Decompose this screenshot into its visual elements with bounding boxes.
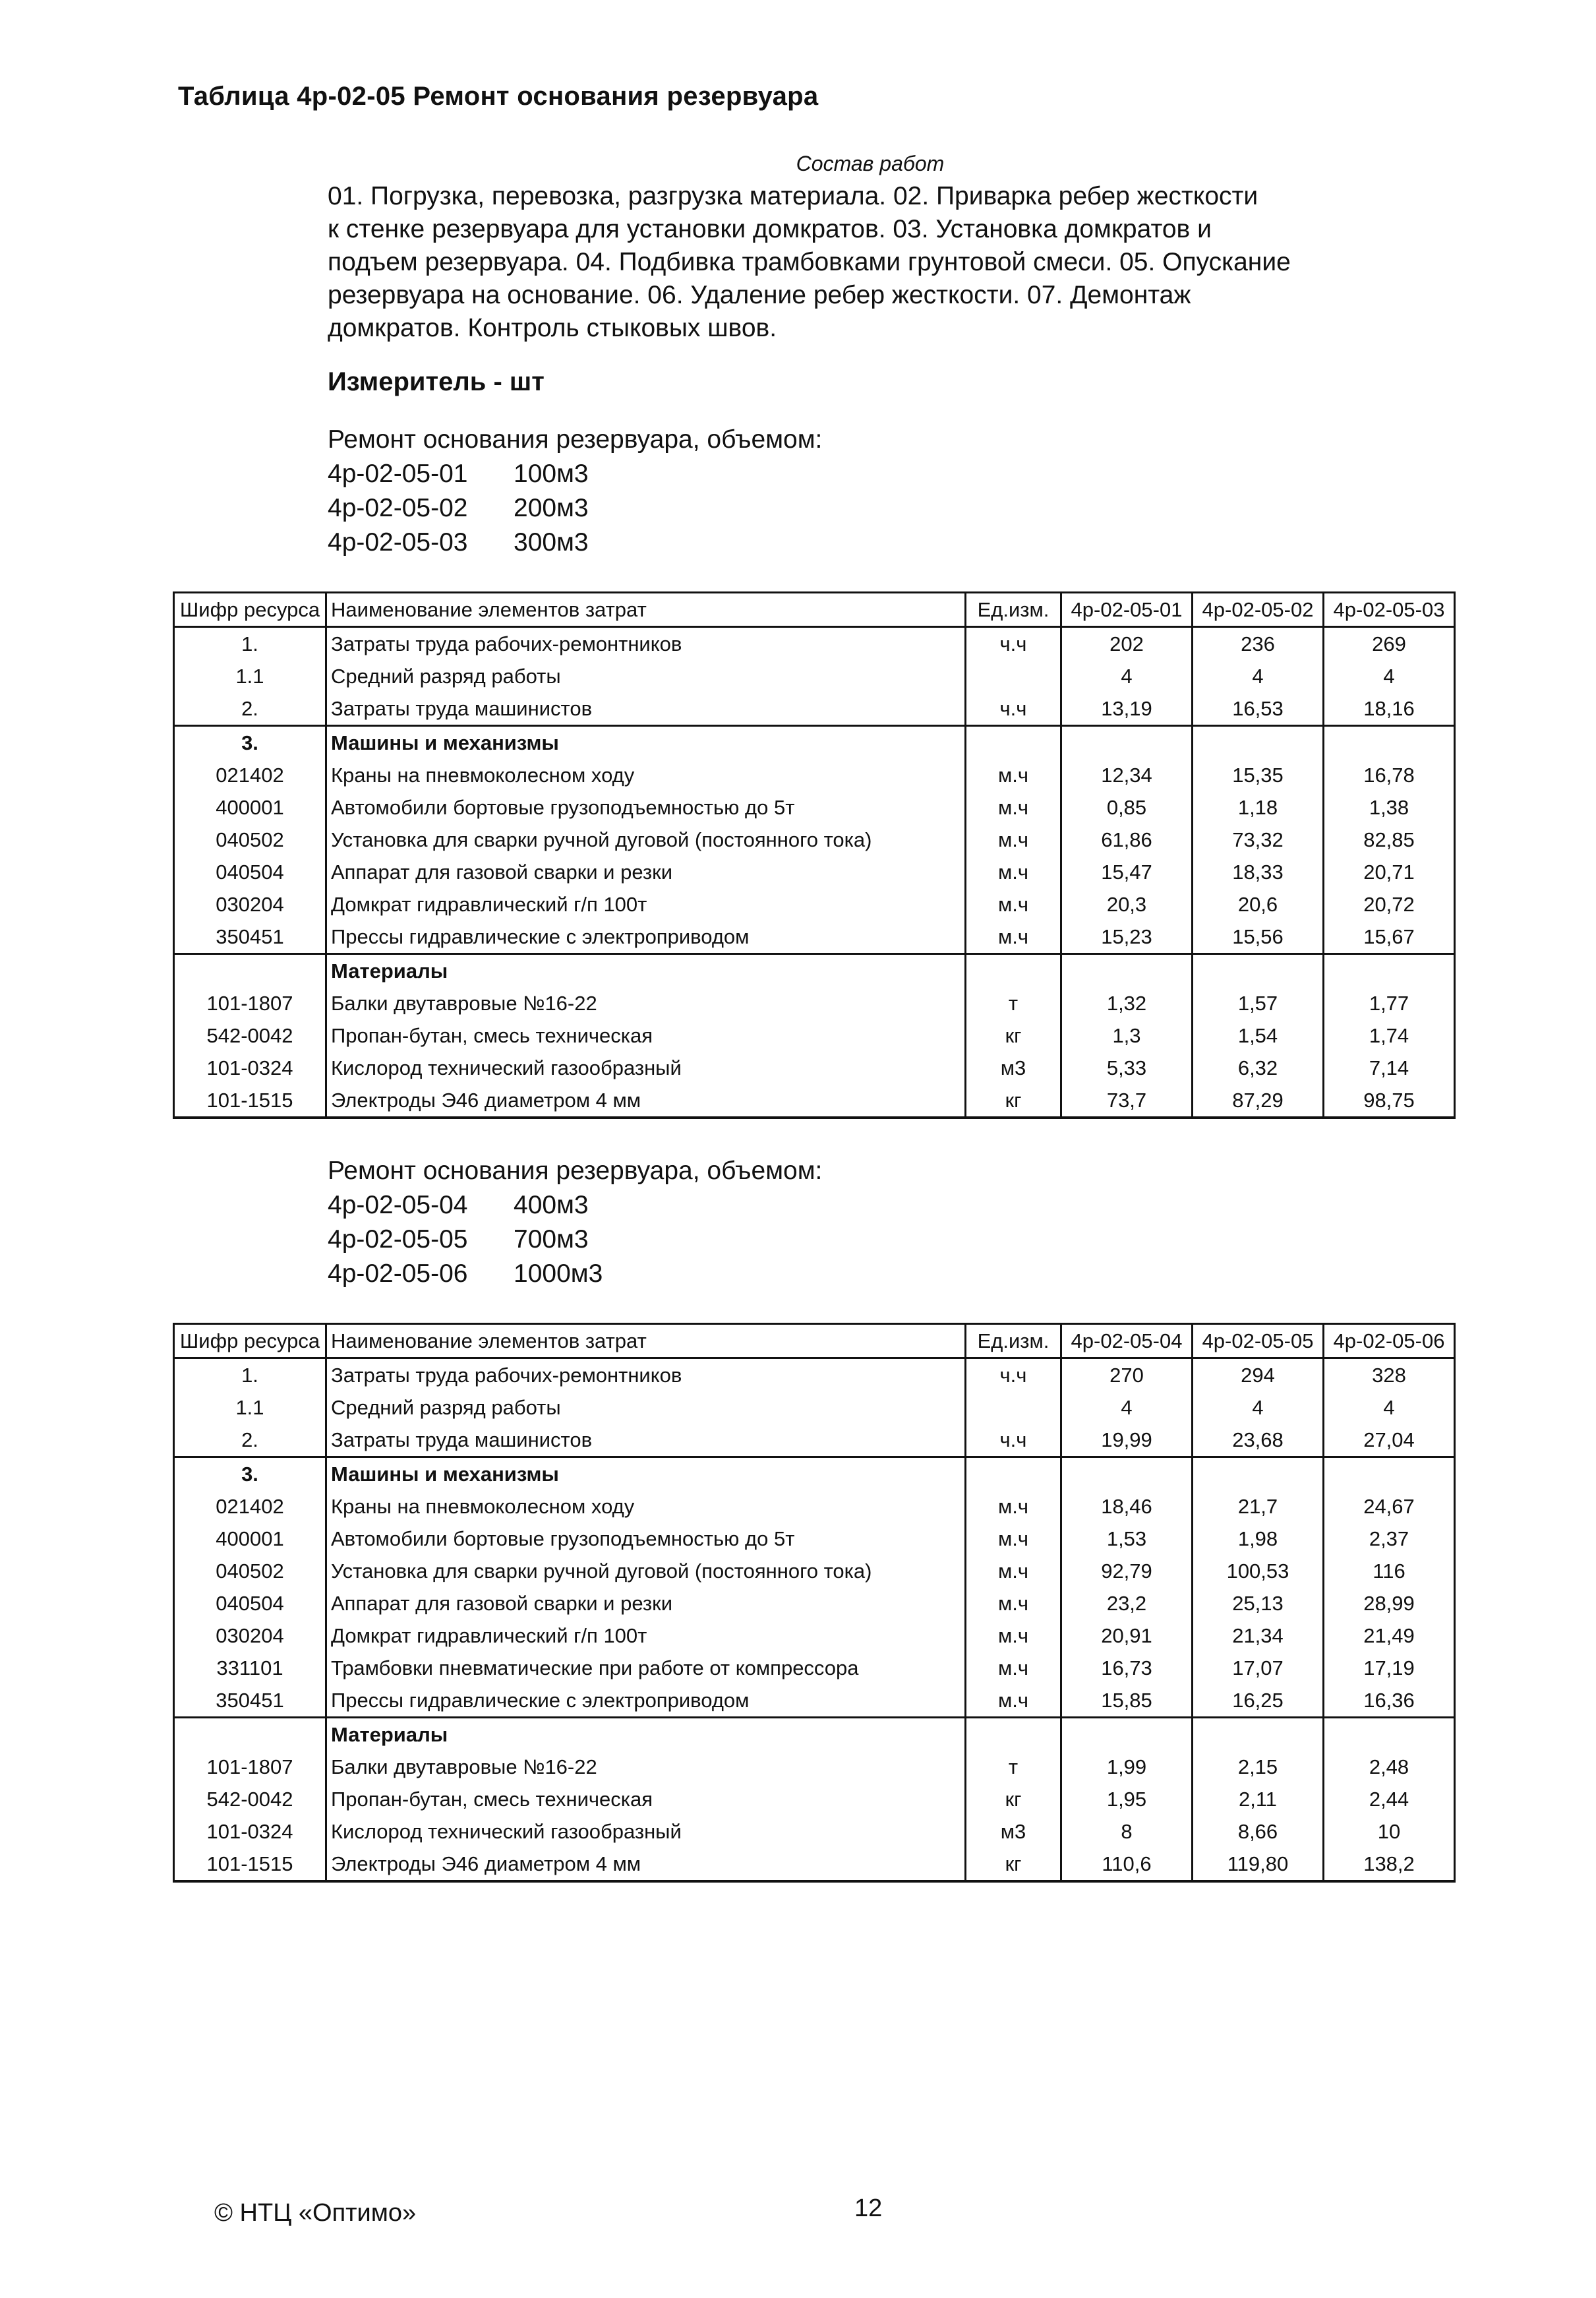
- table-row: [174, 1619, 1455, 1652]
- unit: м.ч: [966, 856, 1061, 888]
- value-col-3: [1324, 1718, 1455, 1751]
- resource-code: 1.: [174, 1358, 326, 1392]
- resource-code: 101-1807: [174, 987, 326, 1019]
- unit: [966, 1457, 1061, 1491]
- cost-element-name: Кислород технический газообразный: [326, 1815, 966, 1848]
- value-col-3: 16,78: [1324, 759, 1455, 791]
- value-col-2: [1193, 1718, 1324, 1751]
- table-row: [174, 1751, 1455, 1783]
- table-row: [174, 1457, 1455, 1491]
- value-col-1: 61,86: [1061, 824, 1193, 856]
- value-col-1: [1061, 954, 1193, 988]
- value-col-1: [1061, 726, 1193, 760]
- work-composition-text: [328, 180, 1356, 345]
- page-number: 12: [854, 2194, 883, 2222]
- column-header: Ед.изм.: [966, 593, 1061, 627]
- table-row: [174, 1391, 1455, 1424]
- cost-element-name: Установка для сварки ручной дуговой (постоянного тока): [326, 824, 966, 856]
- value-col-2: [1193, 1457, 1324, 1491]
- value-col-2: [1193, 726, 1324, 760]
- table-row: [174, 987, 1455, 1019]
- variants-intro: Ремонт основания резервуара, объемом:: [328, 1157, 823, 1185]
- table-row: [174, 1587, 1455, 1619]
- value-col-1: 18,46: [1061, 1490, 1193, 1523]
- resource-code: 2.: [174, 692, 326, 726]
- value-col-2: 119,80: [1193, 1848, 1324, 1881]
- work-line: к стенке резервуара для установки домкратов. 03. Установка домкратов и: [328, 215, 1212, 243]
- work-composition-heading: Состав работ: [796, 152, 945, 175]
- value-col-3: 1,74: [1324, 1019, 1455, 1052]
- column-header: 4р-02-05-04: [1061, 1324, 1193, 1358]
- variant-volume: 700м3: [514, 1225, 589, 1254]
- column-header: 4р-02-05-03: [1324, 593, 1455, 627]
- variant-code: 4р-02-05-06: [328, 1259, 468, 1288]
- cost-element-name: Электроды Э46 диаметром 4 мм: [326, 1084, 966, 1118]
- value-col-3: 269: [1324, 627, 1455, 661]
- cost-element-name: Трамбовки пневматические при работе от компрессора: [326, 1652, 966, 1684]
- value-col-2: 25,13: [1193, 1587, 1324, 1619]
- value-col-2: 15,56: [1193, 921, 1324, 954]
- column-header: Ед.изм.: [966, 1324, 1061, 1358]
- variant-volume: 200м3: [514, 494, 589, 522]
- unit: м.ч: [966, 824, 1061, 856]
- table-row: [174, 1718, 1455, 1751]
- value-col-2: 16,53: [1193, 692, 1324, 726]
- value-col-1: 23,2: [1061, 1587, 1193, 1619]
- value-col-1: 92,79: [1061, 1555, 1193, 1587]
- table-row: [174, 1848, 1455, 1881]
- resource-code: 2.: [174, 1424, 326, 1457]
- table-header-row: [174, 1324, 1455, 1358]
- value-col-3: 98,75: [1324, 1084, 1455, 1118]
- table-row: [174, 921, 1455, 954]
- value-col-3: 21,49: [1324, 1619, 1455, 1652]
- unit: м.ч: [966, 759, 1061, 791]
- resource-code: 030204: [174, 1619, 326, 1652]
- cost-element-name: Машины и механизмы: [326, 1457, 966, 1491]
- variant-row: [328, 457, 822, 491]
- variant-row: [328, 491, 822, 526]
- value-col-3: 20,72: [1324, 888, 1455, 921]
- variant-code: 4р-02-05-04: [328, 1191, 468, 1219]
- table-row: [174, 954, 1455, 988]
- resource-code: [174, 954, 326, 988]
- table-row: [174, 660, 1455, 692]
- resource-code: 040502: [174, 1555, 326, 1587]
- cost-element-name: Пропан-бутан, смесь техническая: [326, 1783, 966, 1815]
- table-row: [174, 1652, 1455, 1684]
- resource-code: 542-0042: [174, 1019, 326, 1052]
- value-col-2: 2,11: [1193, 1783, 1324, 1815]
- cost-element-name: Материалы: [326, 954, 966, 988]
- value-col-3: 138,2: [1324, 1848, 1455, 1881]
- table-row: [174, 1084, 1455, 1118]
- table-row: [174, 1019, 1455, 1052]
- value-col-1: 5,33: [1061, 1052, 1193, 1084]
- value-col-2: 8,66: [1193, 1815, 1324, 1848]
- cost-element-name: Краны на пневмоколесном ходу: [326, 759, 966, 791]
- value-col-3: 17,19: [1324, 1652, 1455, 1684]
- column-header: Шифр ресурса: [174, 1324, 326, 1358]
- cost-element-name: Автомобили бортовые грузоподъемностью до 5т: [326, 791, 966, 824]
- value-col-1: 1,3: [1061, 1019, 1193, 1052]
- resource-code: 400001: [174, 1523, 326, 1555]
- resource-table-2: [173, 1323, 1456, 1883]
- work-line: домкратов. Контроль стыковых швов.: [328, 314, 777, 342]
- value-col-2: 15,35: [1193, 759, 1324, 791]
- cost-element-name: Затраты труда рабочих-ремонтников: [326, 627, 966, 661]
- table-row: [174, 1358, 1455, 1392]
- unit: кг: [966, 1019, 1061, 1052]
- value-col-2: 1,54: [1193, 1019, 1324, 1052]
- value-col-2: 4: [1193, 1391, 1324, 1424]
- variant-row: [328, 1257, 822, 1291]
- resource-code: 101-1515: [174, 1084, 326, 1118]
- unit: [966, 954, 1061, 988]
- cost-element-name: Прессы гидравлические с электроприводом: [326, 1684, 966, 1718]
- value-col-2: 6,32: [1193, 1052, 1324, 1084]
- unit: ч.ч: [966, 692, 1061, 726]
- unit: [966, 660, 1061, 692]
- work-line: резервуара на основание. 06. Удаление ребер жесткости. 07. Демонтаж: [328, 281, 1191, 309]
- value-col-1: 15,47: [1061, 856, 1193, 888]
- unit: [966, 1391, 1061, 1424]
- value-col-3: 82,85: [1324, 824, 1455, 856]
- value-col-1: 1,95: [1061, 1783, 1193, 1815]
- resource-code: 331101: [174, 1652, 326, 1684]
- resource-code: 101-1807: [174, 1751, 326, 1783]
- value-col-1: 270: [1061, 1358, 1193, 1392]
- cost-element-name: Автомобили бортовые грузоподъемностью до 5т: [326, 1523, 966, 1555]
- resource-code: [174, 1718, 326, 1751]
- value-col-2: 23,68: [1193, 1424, 1324, 1457]
- value-col-3: [1324, 726, 1455, 760]
- cost-element-name: Балки двутавровые №16-22: [326, 1751, 966, 1783]
- measure-unit: Измеритель - шт: [328, 367, 545, 396]
- cost-element-name: Прессы гидравлические с электроприводом: [326, 921, 966, 954]
- cost-element-name: Затраты труда машинистов: [326, 692, 966, 726]
- variant-row: [328, 1188, 822, 1223]
- variant-code: 4р-02-05-01: [328, 460, 468, 488]
- cost-element-name: Аппарат для газовой сварки и резки: [326, 1587, 966, 1619]
- value-col-1: 1,99: [1061, 1751, 1193, 1783]
- table-row: [174, 856, 1455, 888]
- column-header: Наименование элементов затрат: [326, 1324, 966, 1358]
- variant-code: 4р-02-05-02: [328, 494, 468, 522]
- value-col-1: 20,91: [1061, 1619, 1193, 1652]
- work-line: 01. Погрузка, перевозка, разгрузка материала. 02. Приварка ребер жесткости: [328, 182, 1258, 210]
- cost-element-name: Материалы: [326, 1718, 966, 1751]
- resource-table-1: [173, 591, 1456, 1119]
- resource-code: 1.: [174, 627, 326, 661]
- value-col-1: 0,85: [1061, 791, 1193, 824]
- value-col-1: 16,73: [1061, 1652, 1193, 1684]
- resource-code: 350451: [174, 921, 326, 954]
- value-col-3: 116: [1324, 1555, 1455, 1587]
- table-row: [174, 726, 1455, 760]
- unit: [966, 1718, 1061, 1751]
- unit: м.ч: [966, 1555, 1061, 1587]
- resource-code: 030204: [174, 888, 326, 921]
- table-row: [174, 1815, 1455, 1848]
- value-col-3: 7,14: [1324, 1052, 1455, 1084]
- cost-element-name: Аппарат для газовой сварки и резки: [326, 856, 966, 888]
- unit: ч.ч: [966, 627, 1061, 661]
- unit: т: [966, 1751, 1061, 1783]
- variant-row: [328, 1223, 822, 1257]
- unit: м3: [966, 1815, 1061, 1848]
- unit: м.ч: [966, 1490, 1061, 1523]
- value-col-3: 16,36: [1324, 1684, 1455, 1718]
- value-col-3: 2,48: [1324, 1751, 1455, 1783]
- resource-code: 3.: [174, 726, 326, 760]
- column-header: 4р-02-05-01: [1061, 593, 1193, 627]
- table-header-row: [174, 593, 1455, 627]
- value-col-2: 2,15: [1193, 1751, 1324, 1783]
- value-col-3: 20,71: [1324, 856, 1455, 888]
- resource-code: 3.: [174, 1457, 326, 1491]
- column-header: Наименование элементов затрат: [326, 593, 966, 627]
- value-col-2: 236: [1193, 627, 1324, 661]
- value-col-2: 17,07: [1193, 1652, 1324, 1684]
- value-col-1: 12,34: [1061, 759, 1193, 791]
- table-row: [174, 1555, 1455, 1587]
- table-row: [174, 1684, 1455, 1718]
- value-col-2: 21,7: [1193, 1490, 1324, 1523]
- unit: т: [966, 987, 1061, 1019]
- resource-code: 542-0042: [174, 1783, 326, 1815]
- table-row: [174, 791, 1455, 824]
- value-col-1: 4: [1061, 660, 1193, 692]
- variant-volume: 300м3: [514, 528, 589, 557]
- value-col-1: 4: [1061, 1391, 1193, 1424]
- cost-element-name: Средний разряд работы: [326, 660, 966, 692]
- cost-element-name: Затраты труда рабочих-ремонтников: [326, 1358, 966, 1392]
- value-col-2: 21,34: [1193, 1619, 1324, 1652]
- work-line: подъем резервуара. 04. Подбивка трамбовками грунтовой смеси. 05. Опускание: [328, 248, 1291, 276]
- cost-element-name: Балки двутавровые №16-22: [326, 987, 966, 1019]
- cost-element-name: Краны на пневмоколесном ходу: [326, 1490, 966, 1523]
- cost-element-name: Домкрат гидравлический г/п 100т: [326, 1619, 966, 1652]
- unit: м.ч: [966, 888, 1061, 921]
- table-row: [174, 888, 1455, 921]
- resource-code: 040504: [174, 1587, 326, 1619]
- value-col-1: 202: [1061, 627, 1193, 661]
- cost-element-name: Домкрат гидравлический г/п 100т: [326, 888, 966, 921]
- unit: м.ч: [966, 1587, 1061, 1619]
- resource-code: 021402: [174, 759, 326, 791]
- value-col-3: 24,67: [1324, 1490, 1455, 1523]
- document-title: Таблица 4р-02-05 Ремонт основания резервуара: [178, 82, 819, 111]
- table-row: [174, 1424, 1455, 1457]
- value-col-2: 87,29: [1193, 1084, 1324, 1118]
- value-col-3: 2,44: [1324, 1783, 1455, 1815]
- variants-intro: Ремонт основания резервуара, объемом:: [328, 425, 823, 454]
- value-col-2: 1,18: [1193, 791, 1324, 824]
- value-col-2: [1193, 954, 1324, 988]
- value-col-2: 4: [1193, 660, 1324, 692]
- cost-element-name: Средний разряд работы: [326, 1391, 966, 1424]
- table-row: [174, 627, 1455, 661]
- table-row: [174, 1523, 1455, 1555]
- resource-code: 101-1515: [174, 1848, 326, 1881]
- cost-element-name: Пропан-бутан, смесь техническая: [326, 1019, 966, 1052]
- resource-code: 1.1: [174, 1391, 326, 1424]
- value-col-1: [1061, 1457, 1193, 1491]
- variants-block-1: [328, 423, 822, 560]
- value-col-2: 1,57: [1193, 987, 1324, 1019]
- unit: м.ч: [966, 1652, 1061, 1684]
- value-col-2: 294: [1193, 1358, 1324, 1392]
- value-col-3: 27,04: [1324, 1424, 1455, 1457]
- value-col-3: 18,16: [1324, 692, 1455, 726]
- resource-code: 400001: [174, 791, 326, 824]
- value-col-1: 15,23: [1061, 921, 1193, 954]
- value-col-3: 1,77: [1324, 987, 1455, 1019]
- value-col-3: 4: [1324, 1391, 1455, 1424]
- value-col-1: 8: [1061, 1815, 1193, 1848]
- value-col-2: 100,53: [1193, 1555, 1324, 1587]
- column-header: 4р-02-05-02: [1193, 593, 1324, 627]
- unit: ч.ч: [966, 1424, 1061, 1457]
- value-col-3: 2,37: [1324, 1523, 1455, 1555]
- cost-element-name: Машины и механизмы: [326, 726, 966, 760]
- cost-element-name: Затраты труда машинистов: [326, 1424, 966, 1457]
- value-col-1: 110,6: [1061, 1848, 1193, 1881]
- value-col-3: 28,99: [1324, 1587, 1455, 1619]
- table-row: [174, 1783, 1455, 1815]
- value-col-2: 16,25: [1193, 1684, 1324, 1718]
- unit: м.ч: [966, 921, 1061, 954]
- cost-element-name: Электроды Э46 диаметром 4 мм: [326, 1848, 966, 1881]
- resource-code: 040504: [174, 856, 326, 888]
- unit: м.ч: [966, 1684, 1061, 1718]
- footer-copyright: © НТЦ «Оптимо»: [214, 2199, 417, 2227]
- table-row: [174, 824, 1455, 856]
- value-col-3: 4: [1324, 660, 1455, 692]
- variant-code: 4р-02-05-05: [328, 1225, 468, 1254]
- unit: м.ч: [966, 791, 1061, 824]
- value-col-1: 20,3: [1061, 888, 1193, 921]
- value-col-3: 15,67: [1324, 921, 1455, 954]
- value-col-3: 328: [1324, 1358, 1455, 1392]
- value-col-1: 13,19: [1061, 692, 1193, 726]
- unit: кг: [966, 1783, 1061, 1815]
- value-col-2: 73,32: [1193, 824, 1324, 856]
- unit: кг: [966, 1848, 1061, 1881]
- value-col-2: 18,33: [1193, 856, 1324, 888]
- value-col-2: 1,98: [1193, 1523, 1324, 1555]
- unit: [966, 726, 1061, 760]
- resource-code: 1.1: [174, 660, 326, 692]
- resource-code: 350451: [174, 1684, 326, 1718]
- value-col-2: 20,6: [1193, 888, 1324, 921]
- value-col-3: [1324, 1457, 1455, 1491]
- cost-element-name: Установка для сварки ручной дуговой (постоянного тока): [326, 1555, 966, 1587]
- variants-block-2: [328, 1154, 822, 1291]
- unit: м3: [966, 1052, 1061, 1084]
- table-row: [174, 1052, 1455, 1084]
- value-col-1: 19,99: [1061, 1424, 1193, 1457]
- table-row: [174, 1490, 1455, 1523]
- cost-element-name: Кислород технический газообразный: [326, 1052, 966, 1084]
- variant-volume: 400м3: [514, 1191, 589, 1219]
- value-col-3: [1324, 954, 1455, 988]
- unit: ч.ч: [966, 1358, 1061, 1392]
- column-header: 4р-02-05-06: [1324, 1324, 1455, 1358]
- column-header: Шифр ресурса: [174, 593, 326, 627]
- value-col-1: 1,32: [1061, 987, 1193, 1019]
- resource-code: 101-0324: [174, 1815, 326, 1848]
- value-col-3: 10: [1324, 1815, 1455, 1848]
- table-row: [174, 759, 1455, 791]
- value-col-1: 15,85: [1061, 1684, 1193, 1718]
- table-row: [174, 692, 1455, 726]
- variant-volume: 100м3: [514, 460, 589, 488]
- unit: м.ч: [966, 1523, 1061, 1555]
- resource-code: 101-0324: [174, 1052, 326, 1084]
- value-col-3: 1,38: [1324, 791, 1455, 824]
- value-col-1: 73,7: [1061, 1084, 1193, 1118]
- resource-code: 021402: [174, 1490, 326, 1523]
- variant-row: [328, 526, 822, 560]
- variant-volume: 1000м3: [514, 1259, 603, 1288]
- column-header: 4р-02-05-05: [1193, 1324, 1324, 1358]
- value-col-1: 1,53: [1061, 1523, 1193, 1555]
- unit: кг: [966, 1084, 1061, 1118]
- resource-code: 040502: [174, 824, 326, 856]
- value-col-1: [1061, 1718, 1193, 1751]
- variant-code: 4р-02-05-03: [328, 528, 468, 557]
- unit: м.ч: [966, 1619, 1061, 1652]
